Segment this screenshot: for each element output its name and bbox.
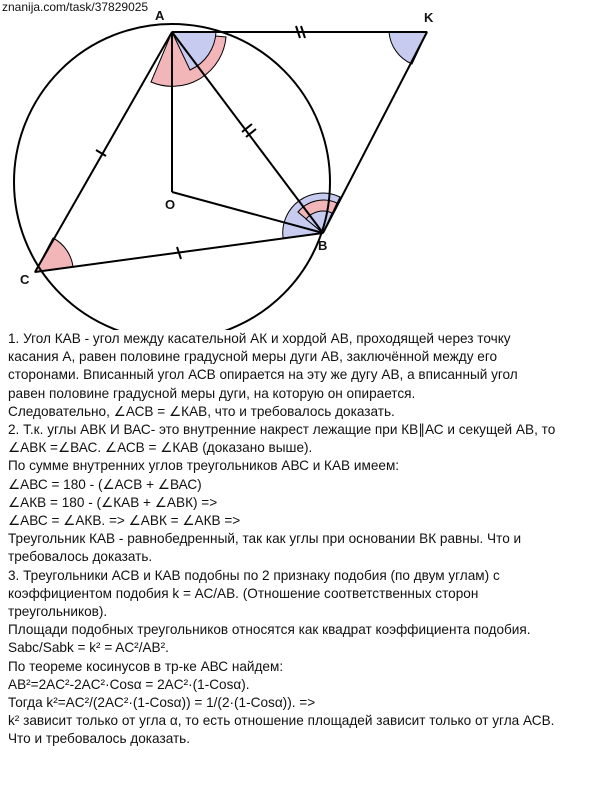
solution-line: касания А, равен половине градусной меры дуги АВ, заключённой между его <box>8 349 498 365</box>
solution-line: По сумме внутренних углов треугольников АВС и КАВ имеем: <box>8 458 400 474</box>
solution-text <box>8 330 598 749</box>
solution-line: ∠АВС = ∠АКВ. => ∠АВК = ∠АКВ => <box>8 513 241 529</box>
solution-line: AB²=2AC²-2AC²·Cosα = 2AC²·(1-Cosα). <box>8 676 250 692</box>
solution-line: Треугольник КАВ - равнобедренный, так как углы при основании ВК равны. Что и <box>8 531 522 547</box>
solution-line: По теореме косинусов в тр-ке АВС найдем: <box>8 658 284 674</box>
solution-line: Что и требовалось доказать. <box>8 731 191 747</box>
segment-ac <box>35 32 172 272</box>
label-o: O <box>165 197 176 212</box>
solution-line: сторонами. Вписанный угол АСВ опирается на эту же дугу АВ, а вписанный угол <box>8 367 518 383</box>
geometry-figure <box>0 0 600 330</box>
lines <box>35 32 427 272</box>
solution-line: 2. Т.к. углы АВК И ВАС- это внутренние накрест лежащие при КВ∥АС и секущей АВ, то <box>8 422 556 438</box>
solution-line: ∠АВК =∠ВАС. ∠АСВ = ∠КАВ (доказано выше). <box>8 440 313 456</box>
label-k: K <box>424 10 434 25</box>
segment-ab <box>172 32 323 233</box>
solution-line: коэффициентом подобия k = АС/АВ. (Отношение соответственных сторон <box>8 585 479 601</box>
solution-line: равен половине градусной меры дуги, на которую он опирается. <box>8 385 416 401</box>
solution-line: k² зависит только от угла α, то есть отношение площадей зависит только от угла АСВ. <box>8 713 555 729</box>
label-c: C <box>20 272 30 287</box>
solution-line: 3. Треугольники АСВ и КАВ подобны по 2 признаку подобия (по двум углам) с <box>8 567 500 583</box>
solution-line: требовалось доказать. <box>8 549 153 565</box>
solution-line: ∠АКВ = 180 - (∠КАВ + ∠АВК) => <box>8 494 218 510</box>
label-b: B <box>318 238 328 253</box>
solution-line: Площади подобных треугольников относятся как квадрат коэффициента подобия. <box>8 622 531 638</box>
angle-k-blue <box>389 32 427 64</box>
solution-line: Следовательно, ∠АСВ = ∠КАВ, что и требовалось доказать. <box>8 403 395 419</box>
solution-line: ∠АВС = 180 - (∠АСВ + ∠ВАС) <box>8 476 202 492</box>
solution-line: 1. Угол КАВ - угол между касательной АК и хордой АВ, проходящей через точку <box>8 331 511 346</box>
segment-kb <box>323 32 427 233</box>
label-a: A <box>155 8 165 23</box>
solution-line: Sabc/Sabk = k² = AC²/AB². <box>8 640 169 656</box>
solution-line: треугольников). <box>8 604 108 620</box>
watermark-url: znanija.com/task/37829025 <box>2 0 149 14</box>
solution-line: Тогда k²=AC²/(2AC²·(1-Cosα)) = 1/(2·(1-Cosα)). => <box>8 695 316 711</box>
